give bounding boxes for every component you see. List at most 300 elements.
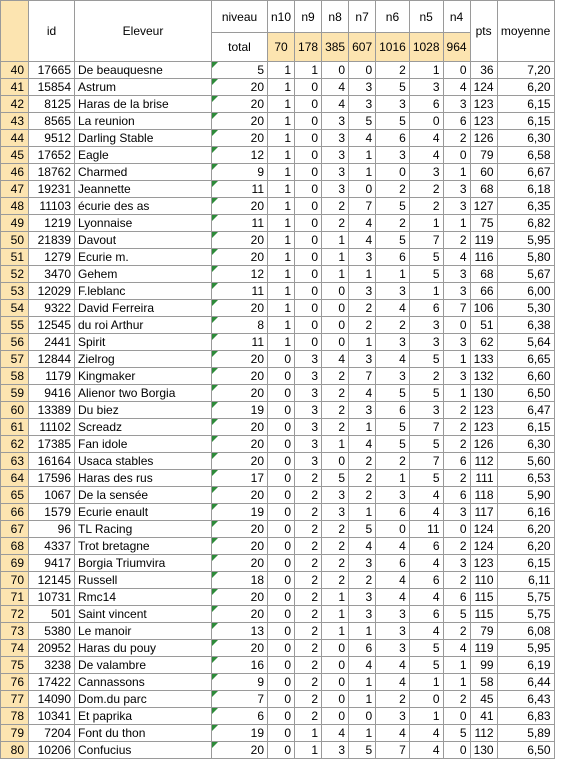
n8-cell: 0 xyxy=(322,674,349,691)
n4-cell: 5 xyxy=(443,606,470,623)
moyenne-cell: 6,58 xyxy=(497,147,554,164)
n7-cell: 5 xyxy=(349,742,376,759)
n9-cell: 1 xyxy=(295,62,322,79)
n7-cell: 4 xyxy=(349,232,376,249)
moyenne-cell: 6,50 xyxy=(497,385,554,402)
eleveur-cell: Darling Stable xyxy=(75,130,212,147)
n5-cell: 1 xyxy=(409,62,443,79)
table-row xyxy=(1,555,555,572)
header-moyenne: moyenne xyxy=(497,1,554,62)
eleveur-cell: Zielrog xyxy=(75,351,212,368)
pts-cell: 124 xyxy=(470,79,497,96)
niveau-cell: 5 xyxy=(212,62,268,79)
n5-cell: 0 xyxy=(409,113,443,130)
table-header xyxy=(1,1,555,62)
n4-cell: 0 xyxy=(443,317,470,334)
n8-cell: 0 xyxy=(322,691,349,708)
eleveur-cell: La reunion xyxy=(75,113,212,130)
moyenne-cell: 6,67 xyxy=(497,164,554,181)
row-number: 77 xyxy=(1,691,29,708)
n5-cell: 11 xyxy=(409,521,443,538)
n4-cell: 1 xyxy=(443,657,470,674)
pts-cell: 123 xyxy=(470,96,497,113)
n5-cell: 4 xyxy=(409,487,443,504)
n7-cell: 1 xyxy=(349,691,376,708)
n7-cell: 4 xyxy=(349,538,376,555)
eleveur-cell: Screadz xyxy=(75,419,212,436)
n4-cell: 1 xyxy=(443,215,470,232)
n4-cell: 0 xyxy=(443,62,470,79)
niveau-cell: 9 xyxy=(212,674,268,691)
n6-cell: 6 xyxy=(376,130,410,147)
n6-cell: 6 xyxy=(376,249,410,266)
n8-cell: 4 xyxy=(322,351,349,368)
n9-cell: 0 xyxy=(295,317,322,334)
moyenne-cell: 6,20 xyxy=(497,538,554,555)
id-cell: 9322 xyxy=(29,300,75,317)
niveau-cell: 20 xyxy=(212,368,268,385)
n9-cell: 0 xyxy=(295,181,322,198)
moyenne-cell: 5,60 xyxy=(497,453,554,470)
table-row xyxy=(1,725,555,742)
n6-cell: 1 xyxy=(376,470,410,487)
pts-cell: 123 xyxy=(470,402,497,419)
id-cell: 18762 xyxy=(29,164,75,181)
n6-cell: 4 xyxy=(376,657,410,674)
n7-cell: 3 xyxy=(349,96,376,113)
corner-cell xyxy=(1,1,29,62)
n7-cell: 1 xyxy=(349,504,376,521)
niveau-cell: 20 xyxy=(212,96,268,113)
n7-cell: 3 xyxy=(349,79,376,96)
id-cell: 1579 xyxy=(29,504,75,521)
n4-cell: 4 xyxy=(443,640,470,657)
n10-cell: 1 xyxy=(268,164,295,181)
n9-cell: 0 xyxy=(295,147,322,164)
n6-cell: 5 xyxy=(376,232,410,249)
n5-cell: 6 xyxy=(409,606,443,623)
eleveur-cell: Haras de la brise xyxy=(75,96,212,113)
n10-cell: 0 xyxy=(268,351,295,368)
n10-cell: 0 xyxy=(268,589,295,606)
n10-cell: 0 xyxy=(268,504,295,521)
n7-cell: 0 xyxy=(349,62,376,79)
id-cell: 9416 xyxy=(29,385,75,402)
pts-cell: 51 xyxy=(470,317,497,334)
moyenne-cell: 5,67 xyxy=(497,266,554,283)
id-cell: 20952 xyxy=(29,640,75,657)
eleveur-cell: Dom.du parc xyxy=(75,691,212,708)
moyenne-cell: 6,60 xyxy=(497,368,554,385)
id-cell: 8125 xyxy=(29,96,75,113)
header-id: id xyxy=(29,1,75,62)
table-row xyxy=(1,402,555,419)
n6-cell: 6 xyxy=(376,504,410,521)
n10-cell: 0 xyxy=(268,606,295,623)
total-n4: 964 xyxy=(443,33,470,62)
n9-cell: 2 xyxy=(295,606,322,623)
id-cell: 7204 xyxy=(29,725,75,742)
n7-cell: 2 xyxy=(349,300,376,317)
id-cell: 12844 xyxy=(29,351,75,368)
n4-cell: 1 xyxy=(443,351,470,368)
eleveur-cell: Rmc14 xyxy=(75,589,212,606)
n5-cell: 1 xyxy=(409,215,443,232)
n9-cell: 2 xyxy=(295,691,322,708)
n6-cell: 3 xyxy=(376,96,410,113)
n9-cell: 3 xyxy=(295,402,322,419)
n6-cell: 6 xyxy=(376,555,410,572)
n8-cell: 0 xyxy=(322,283,349,300)
total-n8: 385 xyxy=(322,33,349,62)
row-number: 58 xyxy=(1,368,29,385)
n6-cell: 3 xyxy=(376,147,410,164)
n9-cell: 3 xyxy=(295,436,322,453)
table-row xyxy=(1,368,555,385)
n7-cell: 7 xyxy=(349,368,376,385)
n9-cell: 0 xyxy=(295,266,322,283)
id-cell: 501 xyxy=(29,606,75,623)
pts-cell: 124 xyxy=(470,521,497,538)
moyenne-cell: 6,50 xyxy=(497,742,554,759)
n7-cell: 3 xyxy=(349,283,376,300)
row-number: 64 xyxy=(1,470,29,487)
pts-cell: 36 xyxy=(470,62,497,79)
n6-cell: 4 xyxy=(376,725,410,742)
n4-cell: 2 xyxy=(443,436,470,453)
n7-cell: 2 xyxy=(349,453,376,470)
n7-cell: 4 xyxy=(349,215,376,232)
niveau-cell: 20 xyxy=(212,453,268,470)
n10-cell: 0 xyxy=(268,742,295,759)
n10-cell: 0 xyxy=(268,436,295,453)
id-cell: 14090 xyxy=(29,691,75,708)
n8-cell: 2 xyxy=(322,385,349,402)
n10-cell: 1 xyxy=(268,147,295,164)
table-row xyxy=(1,453,555,470)
n10-cell: 0 xyxy=(268,674,295,691)
eleveur-cell: Jeannette xyxy=(75,181,212,198)
id-cell: 13389 xyxy=(29,402,75,419)
id-cell: 9512 xyxy=(29,130,75,147)
niveau-cell: 20 xyxy=(212,640,268,657)
row-number: 70 xyxy=(1,572,29,589)
n4-cell: 3 xyxy=(443,266,470,283)
n7-cell: 7 xyxy=(349,198,376,215)
niveau-cell: 19 xyxy=(212,402,268,419)
moyenne-cell: 6,08 xyxy=(497,623,554,640)
id-cell: 11102 xyxy=(29,419,75,436)
pts-cell: 123 xyxy=(470,555,497,572)
table-row xyxy=(1,385,555,402)
table-body xyxy=(1,62,555,759)
eleveur-cell: Russell xyxy=(75,572,212,589)
n9-cell: 2 xyxy=(295,555,322,572)
n8-cell: 1 xyxy=(322,232,349,249)
n8-cell: 3 xyxy=(322,504,349,521)
n8-cell: 0 xyxy=(322,334,349,351)
row-number: 76 xyxy=(1,674,29,691)
n8-cell: 2 xyxy=(322,419,349,436)
pts-cell: 111 xyxy=(470,470,497,487)
n9-cell: 2 xyxy=(295,470,322,487)
n4-cell: 3 xyxy=(443,181,470,198)
n10-cell: 1 xyxy=(268,198,295,215)
n5-cell: 5 xyxy=(409,266,443,283)
row-number: 78 xyxy=(1,708,29,725)
n5-cell: 4 xyxy=(409,589,443,606)
n5-cell: 5 xyxy=(409,351,443,368)
n7-cell: 3 xyxy=(349,606,376,623)
moyenne-cell: 6,47 xyxy=(497,402,554,419)
id-cell: 15854 xyxy=(29,79,75,96)
n8-cell: 1 xyxy=(322,606,349,623)
n10-cell: 0 xyxy=(268,385,295,402)
row-number: 73 xyxy=(1,623,29,640)
n9-cell: 0 xyxy=(295,215,322,232)
n6-cell: 3 xyxy=(376,487,410,504)
n10-cell: 0 xyxy=(268,453,295,470)
eleveur-cell: Haras des rus xyxy=(75,470,212,487)
row-number: 53 xyxy=(1,283,29,300)
table-row xyxy=(1,640,555,657)
table-row xyxy=(1,181,555,198)
n6-cell: 4 xyxy=(376,572,410,589)
n7-cell: 5 xyxy=(349,521,376,538)
n6-cell: 1 xyxy=(376,266,410,283)
n8-cell: 2 xyxy=(322,215,349,232)
n4-cell: 2 xyxy=(443,232,470,249)
moyenne-cell: 6,44 xyxy=(497,674,554,691)
moyenne-cell: 5,89 xyxy=(497,725,554,742)
pts-cell: 66 xyxy=(470,283,497,300)
table-row xyxy=(1,96,555,113)
table-row xyxy=(1,436,555,453)
id-cell: 19231 xyxy=(29,181,75,198)
n7-cell: 1 xyxy=(349,164,376,181)
n4-cell: 1 xyxy=(443,674,470,691)
header-pts: pts xyxy=(470,1,497,62)
n9-cell: 0 xyxy=(295,249,322,266)
eleveur-cell: Lyonnaise xyxy=(75,215,212,232)
n7-cell: 0 xyxy=(349,181,376,198)
n8-cell: 3 xyxy=(322,113,349,130)
n8-cell: 3 xyxy=(322,147,349,164)
pts-cell: 124 xyxy=(470,538,497,555)
n9-cell: 0 xyxy=(295,232,322,249)
pts-cell: 119 xyxy=(470,640,497,657)
n9-cell: 2 xyxy=(295,538,322,555)
n7-cell: 2 xyxy=(349,317,376,334)
n9-cell: 2 xyxy=(295,572,322,589)
n5-cell: 3 xyxy=(409,79,443,96)
niveau-cell: 20 xyxy=(212,198,268,215)
n4-cell: 2 xyxy=(443,538,470,555)
n8-cell: 2 xyxy=(322,368,349,385)
n6-cell: 3 xyxy=(376,623,410,640)
n10-cell: 0 xyxy=(268,487,295,504)
pts-cell: 68 xyxy=(470,266,497,283)
row-number: 55 xyxy=(1,317,29,334)
n10-cell: 1 xyxy=(268,79,295,96)
niveau-cell: 20 xyxy=(212,606,268,623)
header-n7: n7 xyxy=(349,1,376,33)
eleveur-cell: F.leblanc xyxy=(75,283,212,300)
n10-cell: 1 xyxy=(268,283,295,300)
n6-cell: 3 xyxy=(376,640,410,657)
header-n6: n6 xyxy=(376,1,410,33)
id-cell: 12145 xyxy=(29,572,75,589)
moyenne-cell: 6,16 xyxy=(497,504,554,521)
n10-cell: 1 xyxy=(268,317,295,334)
n5-cell: 1 xyxy=(409,283,443,300)
n6-cell: 5 xyxy=(376,385,410,402)
pts-cell: 68 xyxy=(470,181,497,198)
header-eleveur: Eleveur xyxy=(75,1,212,62)
n4-cell: 4 xyxy=(443,79,470,96)
n7-cell: 5 xyxy=(349,113,376,130)
n4-cell: 6 xyxy=(443,453,470,470)
n8-cell: 0 xyxy=(322,62,349,79)
n9-cell: 0 xyxy=(295,113,322,130)
n8-cell: 1 xyxy=(322,266,349,283)
row-number: 57 xyxy=(1,351,29,368)
eleveur-cell: Kingmaker xyxy=(75,368,212,385)
n10-cell: 0 xyxy=(268,538,295,555)
n10-cell: 1 xyxy=(268,130,295,147)
table-row xyxy=(1,623,555,640)
row-number: 49 xyxy=(1,215,29,232)
niveau-cell: 16 xyxy=(212,657,268,674)
row-number: 52 xyxy=(1,266,29,283)
n8-cell: 3 xyxy=(322,181,349,198)
table-row xyxy=(1,419,555,436)
n4-cell: 2 xyxy=(443,402,470,419)
n9-cell: 2 xyxy=(295,674,322,691)
table-row xyxy=(1,351,555,368)
pts-cell: 79 xyxy=(470,147,497,164)
pts-cell: 58 xyxy=(470,674,497,691)
table-row xyxy=(1,62,555,79)
pts-cell: 112 xyxy=(470,453,497,470)
n5-cell: 3 xyxy=(409,402,443,419)
row-number: 43 xyxy=(1,113,29,130)
moyenne-cell: 6,30 xyxy=(497,130,554,147)
n6-cell: 0 xyxy=(376,521,410,538)
niveau-cell: 11 xyxy=(212,215,268,232)
eleveur-cell: Charmed xyxy=(75,164,212,181)
header-n10: n10 xyxy=(268,1,295,33)
n9-cell: 0 xyxy=(295,130,322,147)
n9-cell: 2 xyxy=(295,504,322,521)
n4-cell: 0 xyxy=(443,521,470,538)
n5-cell: 4 xyxy=(409,504,443,521)
table-row xyxy=(1,708,555,725)
n4-cell: 0 xyxy=(443,742,470,759)
n5-cell: 0 xyxy=(409,691,443,708)
table-row xyxy=(1,130,555,147)
row-number: 47 xyxy=(1,181,29,198)
eleveur-cell: Confucius xyxy=(75,742,212,759)
row-number: 59 xyxy=(1,385,29,402)
n4-cell: 3 xyxy=(443,368,470,385)
pts-cell: 132 xyxy=(470,368,497,385)
n9-cell: 2 xyxy=(295,487,322,504)
n8-cell: 3 xyxy=(322,130,349,147)
n6-cell: 4 xyxy=(376,300,410,317)
n6-cell: 5 xyxy=(376,79,410,96)
id-cell: 1279 xyxy=(29,249,75,266)
n8-cell: 3 xyxy=(322,487,349,504)
niveau-cell: 20 xyxy=(212,521,268,538)
n9-cell: 0 xyxy=(295,300,322,317)
n7-cell: 4 xyxy=(349,436,376,453)
niveau-cell: 20 xyxy=(212,232,268,249)
id-cell: 17665 xyxy=(29,62,75,79)
n7-cell: 3 xyxy=(349,555,376,572)
eleveur-cell: Usaca stables xyxy=(75,453,212,470)
n9-cell: 0 xyxy=(295,283,322,300)
n6-cell: 7 xyxy=(376,742,410,759)
moyenne-cell: 5,64 xyxy=(497,334,554,351)
id-cell: 4337 xyxy=(29,538,75,555)
pts-cell: 123 xyxy=(470,419,497,436)
id-cell: 16164 xyxy=(29,453,75,470)
n10-cell: 1 xyxy=(268,266,295,283)
n8-cell: 4 xyxy=(322,79,349,96)
eleveur-cell: du roi Arthur xyxy=(75,317,212,334)
moyenne-cell: 5,75 xyxy=(497,589,554,606)
n10-cell: 1 xyxy=(268,232,295,249)
table-row xyxy=(1,691,555,708)
n5-cell: 4 xyxy=(409,623,443,640)
id-cell: 1067 xyxy=(29,487,75,504)
pts-cell: 60 xyxy=(470,164,497,181)
n6-cell: 3 xyxy=(376,708,410,725)
n8-cell: 0 xyxy=(322,317,349,334)
n8-cell: 5 xyxy=(322,470,349,487)
pts-cell: 133 xyxy=(470,351,497,368)
n5-cell: 6 xyxy=(409,538,443,555)
eleveur-cell: De beauquesne xyxy=(75,62,212,79)
n5-cell: 5 xyxy=(409,657,443,674)
n7-cell: 1 xyxy=(349,623,376,640)
moyenne-cell: 6,82 xyxy=(497,215,554,232)
row-number: 67 xyxy=(1,521,29,538)
id-cell: 9417 xyxy=(29,555,75,572)
pts-cell: 115 xyxy=(470,589,497,606)
n4-cell: 3 xyxy=(443,555,470,572)
id-cell: 2441 xyxy=(29,334,75,351)
n5-cell: 2 xyxy=(409,181,443,198)
n7-cell: 3 xyxy=(349,589,376,606)
n6-cell: 2 xyxy=(376,317,410,334)
n8-cell: 0 xyxy=(322,657,349,674)
id-cell: 1219 xyxy=(29,215,75,232)
n9-cell: 1 xyxy=(295,725,322,742)
table-row xyxy=(1,606,555,623)
n10-cell: 0 xyxy=(268,725,295,742)
n5-cell: 3 xyxy=(409,334,443,351)
n8-cell: 0 xyxy=(322,708,349,725)
n7-cell: 2 xyxy=(349,572,376,589)
total-n7: 607 xyxy=(349,33,376,62)
n5-cell: 6 xyxy=(409,300,443,317)
n9-cell: 2 xyxy=(295,657,322,674)
n8-cell: 4 xyxy=(322,96,349,113)
moyenne-cell: 5,90 xyxy=(497,487,554,504)
n6-cell: 3 xyxy=(376,334,410,351)
